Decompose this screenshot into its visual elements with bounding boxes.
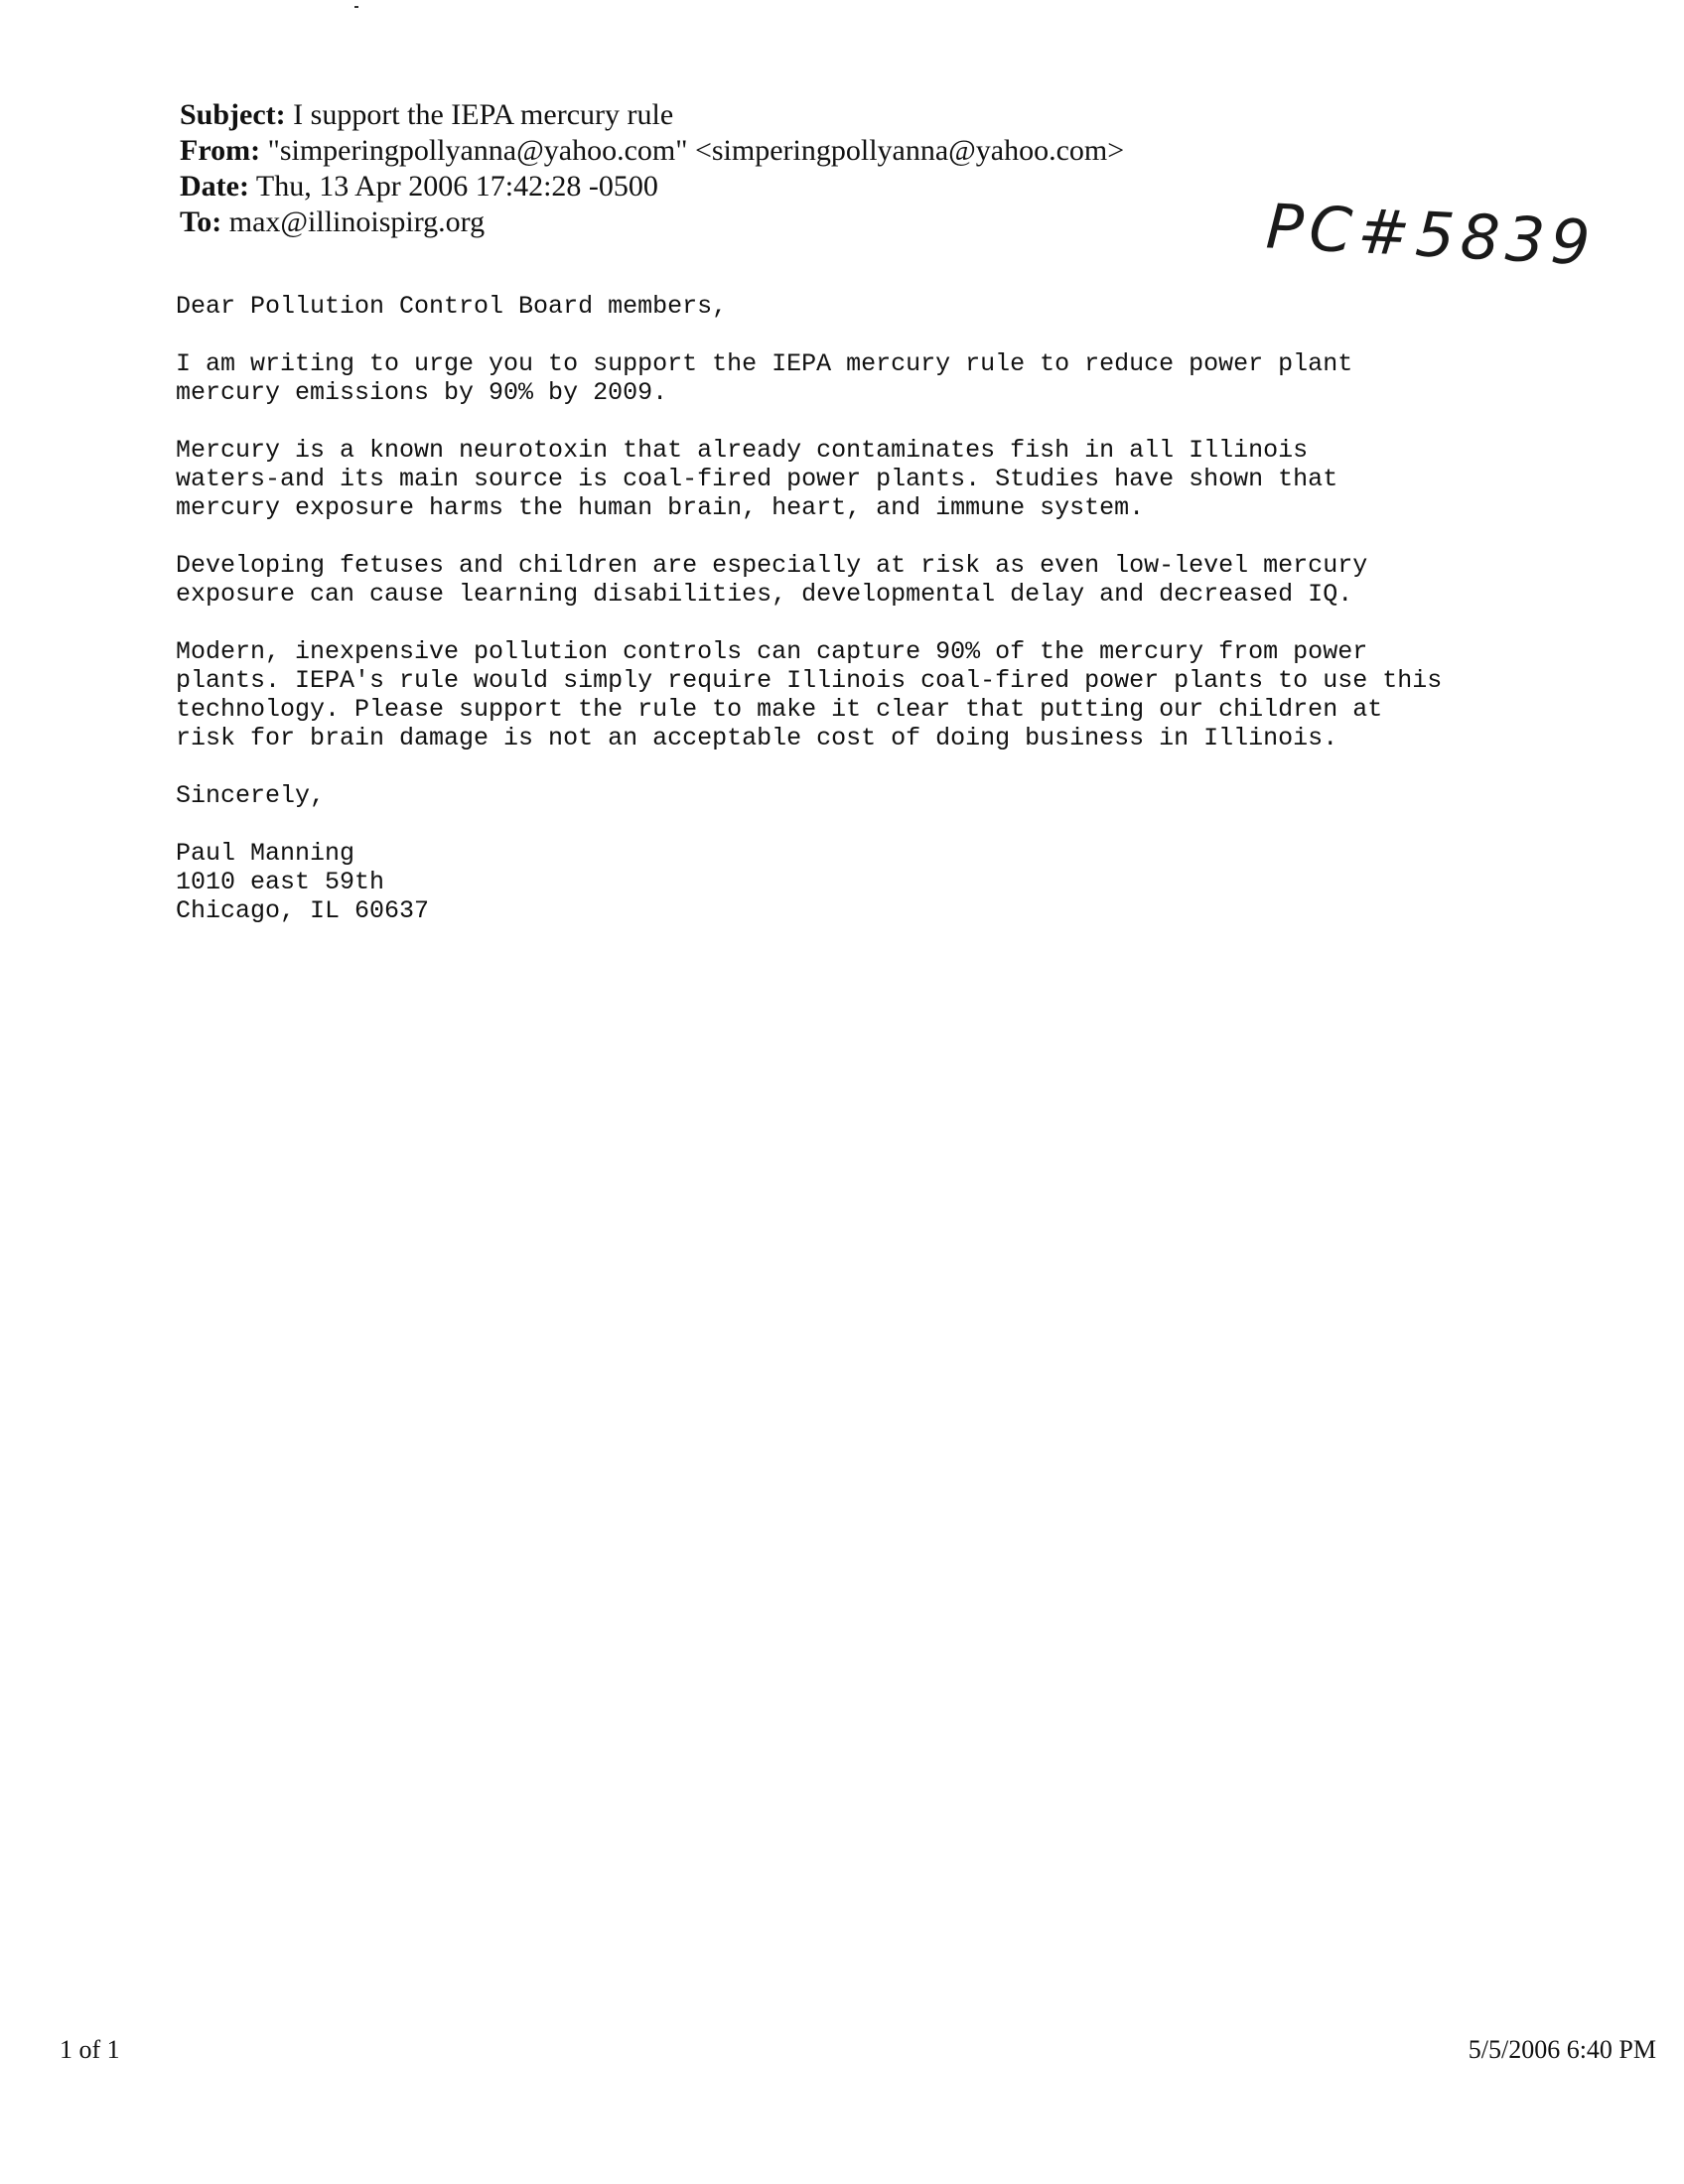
closing: Sincerely, — [176, 781, 326, 810]
to-label: To: — [180, 205, 222, 238]
subject-row — [180, 97, 1124, 133]
to-value: max@illinoispirg.org — [221, 205, 486, 238]
page-count: 1 of 1 — [60, 2035, 120, 2064]
date-value: Thu, 13 Apr 2006 17:42:28 -0500 — [248, 170, 658, 203]
paragraph-1: I am writing to urge you to support the IEPA mercury rule to reduce power plant mercury emissions by 90% by 2009. — [176, 349, 1353, 407]
greeting: Dear Pollution Control Board members, — [176, 292, 728, 321]
from-row — [180, 133, 1124, 169]
from-value: "simperingpollyanna@yahoo.com" <simperingpollyanna@yahoo.com> — [260, 134, 1125, 167]
paragraph-2: Mercury is a known neurotoxin that already contaminates fish in all Illinois waters-and its main source is coal-fired power plants. Studies have shown that mercury exposure harms the human brain, heart, and immune system. — [176, 436, 1338, 522]
subject-label: Subject: — [180, 98, 286, 131]
paragraph-4: Modern, inexpensive pollution controls can capture 90% of the mercury from power plants. IEPA's rule would simply require Illinois coal-fired power plants to use this technology. Please support the rule to make it clear that putting our children at risk for brain damage is not an acceptable cost of doing business in Illinois. — [176, 637, 1443, 752]
paragraph-3: Developing fetuses and children are especially at risk as even low-level mercury exposure can cause learning disabilities, developmental delay and decreased IQ. — [176, 551, 1368, 609]
signature-street: 1010 east 59th — [176, 868, 385, 896]
from-label: From: — [180, 134, 261, 167]
signature-block — [176, 839, 1566, 925]
email-headers — [180, 97, 1124, 240]
subject-value: I support the IEPA mercury rule — [285, 98, 674, 131]
date-label: Date: — [180, 170, 249, 203]
letter-body — [176, 292, 1566, 925]
to-row — [180, 205, 1124, 240]
signature-name: Paul Manning — [176, 839, 355, 868]
signature-city: Chicago, IL 60637 — [176, 896, 430, 925]
date-row — [180, 169, 1124, 205]
scan-speck — [354, 6, 358, 8]
print-timestamp: 5/5/2006 6:40 PM — [1468, 2035, 1656, 2064]
handwritten-pc-number: PC#5839 — [1264, 190, 1599, 280]
